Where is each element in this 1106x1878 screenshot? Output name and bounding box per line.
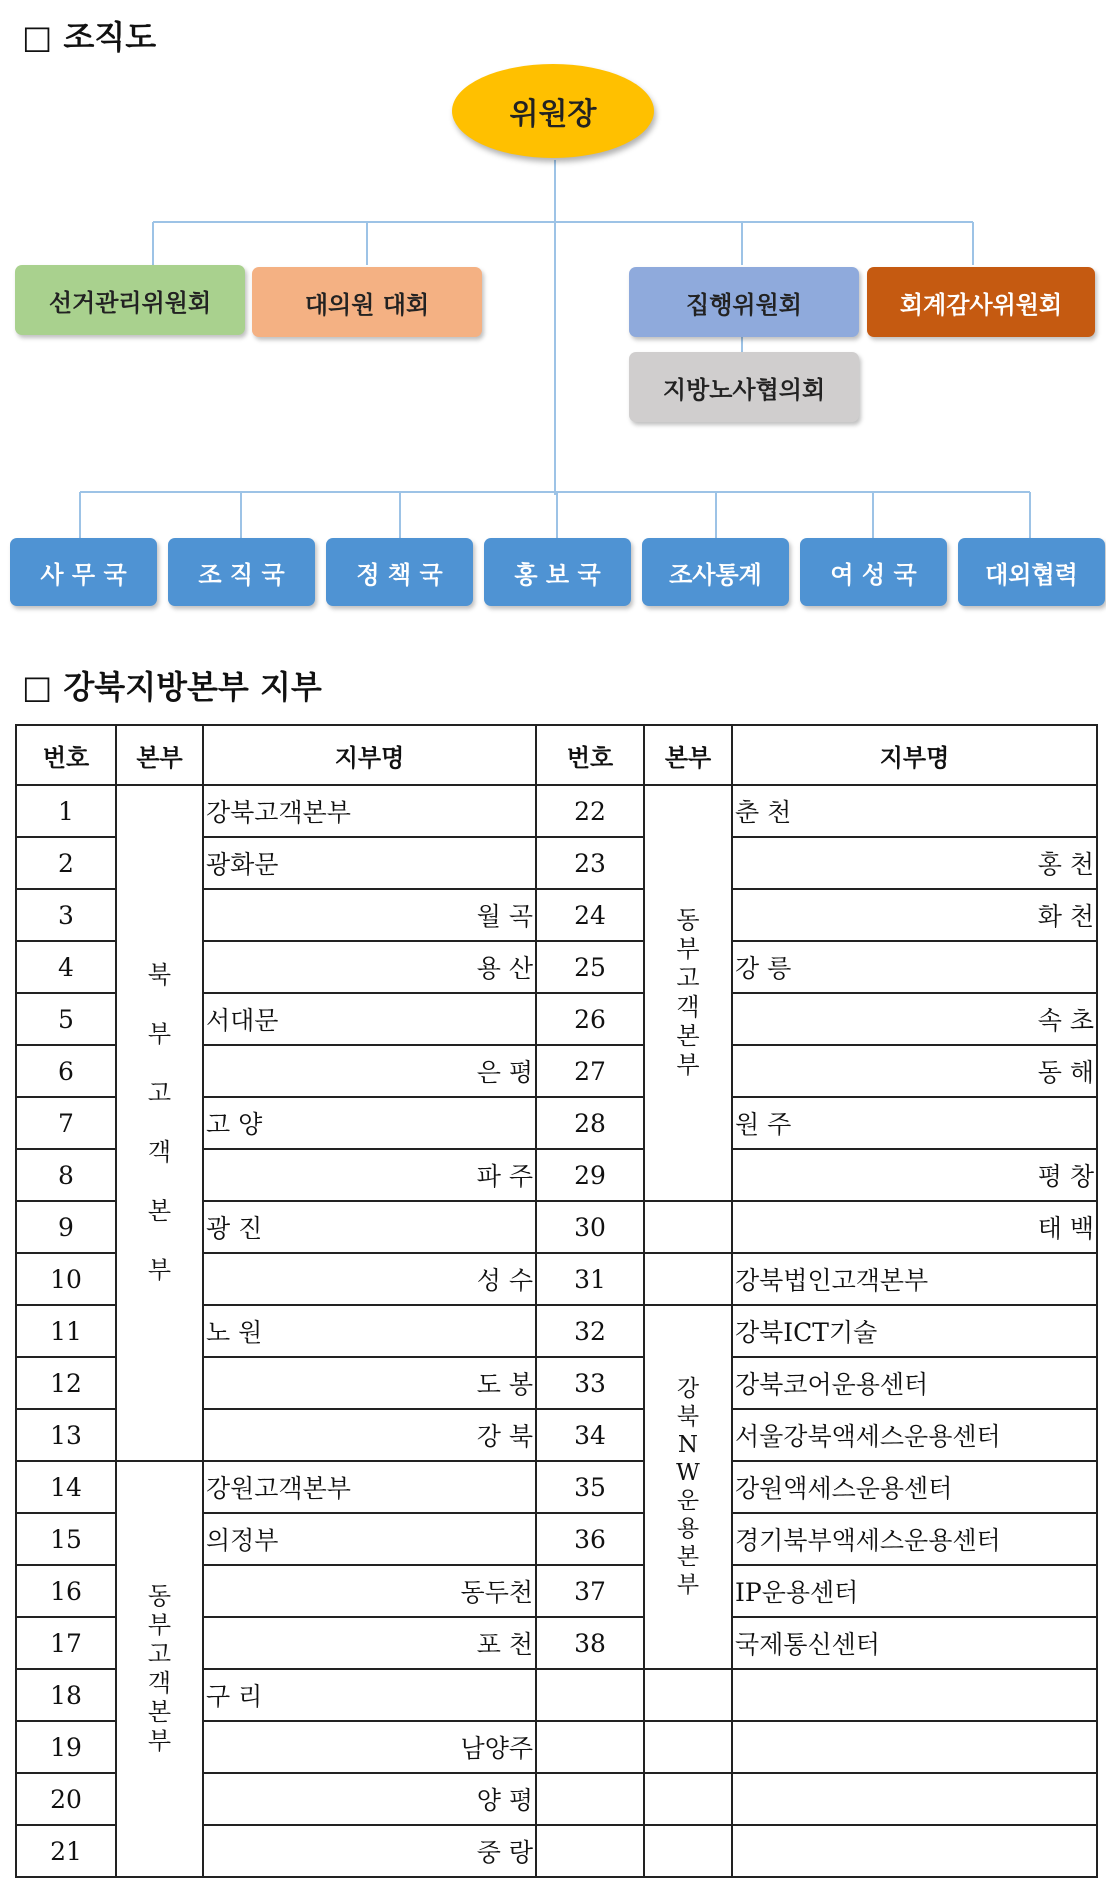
cell-branch: 국제통신센터	[732, 1617, 1097, 1669]
cell-number: 23	[536, 837, 644, 889]
cell-branch: 동두천	[203, 1565, 536, 1617]
cell-number: 19	[16, 1721, 116, 1773]
cell-number: 26	[536, 993, 644, 1045]
hq-east-right-label: 동 부 고 객 본 부	[676, 906, 700, 1079]
cell-branch: 태 백	[732, 1201, 1097, 1253]
cell-branch: 노 원	[203, 1305, 536, 1357]
cell-number: 18	[16, 1669, 116, 1721]
cell-branch: 강원액세스운용센터	[732, 1461, 1097, 1513]
cell-number: 12	[16, 1357, 116, 1409]
cell-number: 38	[536, 1617, 644, 1669]
cell-branch: 광 진	[203, 1201, 536, 1253]
cell-branch: 강북고객본부	[203, 785, 536, 837]
cell-number: 3	[16, 889, 116, 941]
cell-number-empty	[536, 1773, 644, 1825]
hq-east-right	[644, 785, 732, 1201]
dept-organization: 조 직 국	[168, 538, 315, 606]
cell-number-empty	[536, 1721, 644, 1773]
cell-number: 5	[16, 993, 116, 1045]
cell-number: 10	[16, 1253, 116, 1305]
cell-branch: 월 곡	[203, 889, 536, 941]
cell-number: 35	[536, 1461, 644, 1513]
cell-branch: IP운용센터	[732, 1565, 1097, 1617]
cell-number: 22	[536, 785, 644, 837]
hq-north	[116, 785, 203, 1461]
dept-publicity: 홍 보 국	[484, 538, 631, 606]
table-row	[16, 785, 1097, 837]
cell-branch: 중 랑	[203, 1825, 536, 1877]
cell-number: 7	[16, 1097, 116, 1149]
cell-branch: 은 평	[203, 1045, 536, 1097]
cell-branch: 포 천	[203, 1617, 536, 1669]
cell-branch: 홍 천	[732, 837, 1097, 889]
cell-branch: 강북법인고객본부	[732, 1253, 1097, 1305]
cell-number: 4	[16, 941, 116, 993]
cell-number: 20	[16, 1773, 116, 1825]
cell-number: 25	[536, 941, 644, 993]
cell-branch: 경기북부액세스운용센터	[732, 1513, 1097, 1565]
cell-branch: 도 봉	[203, 1357, 536, 1409]
cell-number: 24	[536, 889, 644, 941]
cell-branch: 서대문	[203, 993, 536, 1045]
cell-number: 28	[536, 1097, 644, 1149]
branch-section-title: □ 강북지방본부 지부	[22, 668, 322, 706]
cell-branch: 화 천	[732, 889, 1097, 941]
cell-branch: 파 주	[203, 1149, 536, 1201]
cell-hq-empty	[644, 1825, 732, 1877]
cell-hq-empty	[644, 1253, 732, 1305]
hq-east-left-label: 동 부 고 객 본 부	[147, 1582, 172, 1755]
cell-branch: 의정부	[203, 1513, 536, 1565]
cell-number-empty	[536, 1669, 644, 1721]
cell-hq-empty	[644, 1669, 732, 1721]
cell-number-empty	[536, 1825, 644, 1877]
cell-number: 15	[16, 1513, 116, 1565]
cell-branch: 원 주	[732, 1097, 1097, 1149]
cell-number: 6	[16, 1045, 116, 1097]
cell-branch: 성 수	[203, 1253, 536, 1305]
chairperson-node: 위원장	[452, 64, 654, 158]
cell-branch: 남양주	[203, 1721, 536, 1773]
cell-branch-empty	[732, 1773, 1097, 1825]
cell-number: 34	[536, 1409, 644, 1461]
cell-number: 29	[536, 1149, 644, 1201]
cell-branch: 속 초	[732, 993, 1097, 1045]
cell-branch: 강 북	[203, 1409, 536, 1461]
cell-number: 33	[536, 1357, 644, 1409]
cell-branch: 용 산	[203, 941, 536, 993]
hq-nw	[644, 1305, 732, 1669]
hq-north-label: 북 부 고 객 본 부	[147, 961, 172, 1284]
header-hq-right: 본부	[644, 725, 732, 785]
header-number-left: 번호	[16, 725, 116, 785]
cell-number: 37	[536, 1565, 644, 1617]
hq-east-left	[116, 1461, 203, 1877]
cell-branch: 강 릉	[732, 941, 1097, 993]
cell-number: 14	[16, 1461, 116, 1513]
dept-research-statistics: 조사통계	[642, 538, 789, 606]
cell-branch: 평 창	[732, 1149, 1097, 1201]
dept-general-affairs: 사 무 국	[10, 538, 157, 606]
cell-hq-empty	[644, 1773, 732, 1825]
cell-number: 32	[536, 1305, 644, 1357]
cell-branch-empty	[732, 1669, 1097, 1721]
audit-committee-node: 회계감사위원회	[867, 267, 1095, 337]
cell-number: 16	[16, 1565, 116, 1617]
dept-women: 여 성 국	[800, 538, 947, 606]
cell-number: 13	[16, 1409, 116, 1461]
cell-number: 31	[536, 1253, 644, 1305]
cell-number: 1	[16, 785, 116, 837]
cell-branch-empty	[732, 1721, 1097, 1773]
executive-committee-node: 집행위원회	[629, 267, 859, 337]
cell-branch: 춘 천	[732, 785, 1097, 837]
cell-branch-empty	[732, 1825, 1097, 1877]
cell-branch: 고 양	[203, 1097, 536, 1149]
hq-nw-label: 강 북 N W 운 용 본 부	[676, 1376, 700, 1598]
header-branch-left: 지부명	[203, 725, 536, 785]
header-branch-right: 지부명	[732, 725, 1097, 785]
table-row	[16, 1461, 1097, 1513]
cell-number: 36	[536, 1513, 644, 1565]
cell-number: 30	[536, 1201, 644, 1253]
delegates-assembly-node: 대의원 대회	[252, 267, 482, 337]
election-committee-node: 선거관리위원회	[15, 265, 245, 335]
header-number-right: 번호	[536, 725, 644, 785]
cell-branch: 구 리	[203, 1669, 536, 1721]
cell-hq-empty	[644, 1201, 732, 1253]
cell-number: 8	[16, 1149, 116, 1201]
cell-hq-empty	[644, 1721, 732, 1773]
branch-table	[15, 724, 1098, 1878]
cell-number: 9	[16, 1201, 116, 1253]
org-section-title: □ 조직도	[22, 18, 157, 56]
cell-number: 17	[16, 1617, 116, 1669]
cell-number: 21	[16, 1825, 116, 1877]
cell-branch: 광화문	[203, 837, 536, 889]
labor-council-node: 지방노사협의회	[629, 352, 859, 422]
cell-number: 27	[536, 1045, 644, 1097]
cell-branch: 서울강북액세스운용센터	[732, 1409, 1097, 1461]
cell-number: 2	[16, 837, 116, 889]
table-header-row	[16, 725, 1097, 785]
cell-branch: 강북코어운용센터	[732, 1357, 1097, 1409]
dept-external-cooperation: 대외협력	[958, 538, 1105, 606]
cell-branch: 동 해	[732, 1045, 1097, 1097]
dept-policy: 정 책 국	[326, 538, 473, 606]
cell-branch: 강원고객본부	[203, 1461, 536, 1513]
cell-branch: 강북ICT기술	[732, 1305, 1097, 1357]
cell-number: 11	[16, 1305, 116, 1357]
header-hq-left: 본부	[116, 725, 203, 785]
cell-branch: 양 평	[203, 1773, 536, 1825]
